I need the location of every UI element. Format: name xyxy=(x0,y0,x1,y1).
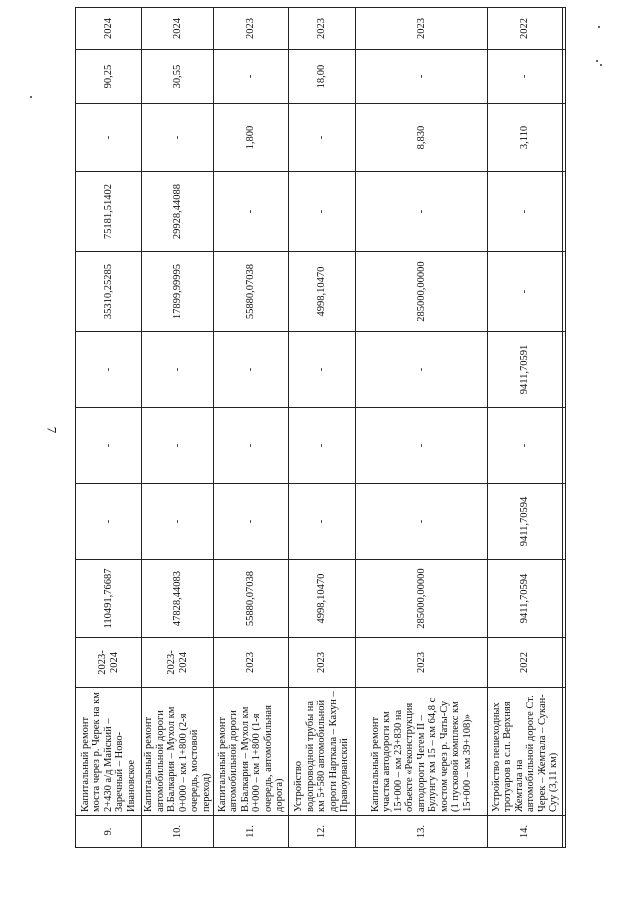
cell-c7: - xyxy=(214,50,289,104)
scan-speck xyxy=(600,64,602,66)
cell-c1: - xyxy=(289,484,356,560)
cell-total: 4998,10470 xyxy=(289,560,356,638)
cell-c7: - xyxy=(356,50,488,104)
cell-c6: 8,830 xyxy=(356,104,488,172)
cell-c3: - xyxy=(76,332,142,408)
cell-total: 110491,76687 xyxy=(76,560,142,638)
cell-c7: - xyxy=(488,50,563,104)
cell-c6: - xyxy=(142,104,214,172)
cell-c5: 75181,51402 xyxy=(76,172,142,252)
cell-years: 2023 xyxy=(356,638,488,688)
table-row xyxy=(563,8,566,848)
cell-c6: - xyxy=(289,104,356,172)
cell-c8: 2023 xyxy=(289,8,356,50)
cell-years: 2023-2024 xyxy=(142,638,214,688)
page-number: 7 xyxy=(44,426,60,434)
cell-c6 xyxy=(563,104,566,172)
cell-c3: - xyxy=(356,332,488,408)
cell-c4: 17899,99995 xyxy=(142,252,214,332)
cell-c2: - xyxy=(142,408,214,484)
cell-c8: 2023 xyxy=(214,8,289,50)
cell-c1 xyxy=(563,484,566,560)
scan-speck xyxy=(598,26,600,28)
cell-c4: - xyxy=(488,252,563,332)
cell-total: 55880,07038 xyxy=(214,560,289,638)
cell-name: Капитальный ремонт моста через р. Черек на км 2+430 а/д Майский – Заречный – Ново-Ивановское xyxy=(76,688,142,816)
cell-c4: 4998,10470 xyxy=(289,252,356,332)
cell-c5: 29928,44088 xyxy=(142,172,214,252)
cell-no xyxy=(563,816,566,848)
cell-c2 xyxy=(563,408,566,484)
cell-c5 xyxy=(563,172,566,252)
cell-no: 11. xyxy=(214,816,289,848)
table-row xyxy=(356,8,488,848)
cell-c7: 18,00 xyxy=(289,50,356,104)
cell-years: 2023-2024 xyxy=(76,638,142,688)
cell-c8: 2024 xyxy=(142,8,214,50)
cell-c6: - xyxy=(76,104,142,172)
cell-years xyxy=(563,638,566,688)
cell-c4: 35310,25285 xyxy=(76,252,142,332)
cell-name: Капитальный ремонт автомобильной дороги В.Балкария – Мухол км 0+000 – км 1+800 (2-я очередь, мостовой переход) xyxy=(142,688,214,816)
cell-c3: - xyxy=(142,332,214,408)
table-row xyxy=(289,8,356,848)
cell-years: 2022 xyxy=(488,638,563,688)
cell-c1: - xyxy=(76,484,142,560)
cell-c3: - xyxy=(289,332,356,408)
cell-name xyxy=(563,688,566,816)
cell-no: 10. xyxy=(142,816,214,848)
cell-c3: 9411,70591 xyxy=(488,332,563,408)
cell-c2: - xyxy=(289,408,356,484)
cell-c3: - xyxy=(214,332,289,408)
scan-speck xyxy=(596,60,598,62)
cell-no: 14. xyxy=(488,816,563,848)
cell-c2: - xyxy=(76,408,142,484)
cell-name: Капитальный ремонт участка автодороги км 15+000 – км 23+830 на объекте «Реконструкция автодороги Чегем II – Булунгу км 15 – км 64,8 с мостом через р. Чаты-Су (1 пусковой комплекс км 15+000 – км 39+108)» xyxy=(356,688,488,816)
cell-c5: - xyxy=(214,172,289,252)
cell-c1: 9411,70594 xyxy=(488,484,563,560)
cell-no: 13. xyxy=(356,816,488,848)
cell-c5: - xyxy=(289,172,356,252)
cell-c8 xyxy=(563,8,566,50)
cell-no: 9. xyxy=(76,816,142,848)
cell-c4: 285000,00000 xyxy=(356,252,488,332)
cell-c6: 1,800 xyxy=(214,104,289,172)
cell-c8: 2024 xyxy=(76,8,142,50)
cell-name: Устройство водопроводной трубы на км 5+580 автомобильной дороги Нарткала – Кахун – Правоурванский xyxy=(289,688,356,816)
cell-c4 xyxy=(563,252,566,332)
cell-c1: - xyxy=(142,484,214,560)
scan-speck xyxy=(30,96,32,98)
cell-c8: 2022 xyxy=(488,8,563,50)
cell-total: 47828,44083 xyxy=(142,560,214,638)
cell-c2: - xyxy=(356,408,488,484)
table-row xyxy=(214,8,289,848)
cell-c6: 3,110 xyxy=(488,104,563,172)
cell-years: 2023 xyxy=(214,638,289,688)
cell-c7: 90,25 xyxy=(76,50,142,104)
cell-c4: 55880,07038 xyxy=(214,252,289,332)
cell-c7 xyxy=(563,50,566,104)
cell-years: 2023 xyxy=(289,638,356,688)
cell-name: Капитальный ремонт автомобильной дороги В.Балкария – Мухол км 0+000 – км 1+800 (1-я очередь, автомобильная дорога) xyxy=(214,688,289,816)
cell-total xyxy=(563,560,566,638)
cell-total: 285000,00000 xyxy=(356,560,488,638)
table-row xyxy=(142,8,214,848)
cell-c8: 2023 xyxy=(356,8,488,50)
table-row xyxy=(76,8,142,848)
table-body xyxy=(76,8,566,848)
cell-c7: 30,55 xyxy=(142,50,214,104)
table-row xyxy=(488,8,563,848)
cell-c3 xyxy=(563,332,566,408)
cell-no: 12. xyxy=(289,816,356,848)
cell-c5: - xyxy=(488,172,563,252)
cell-name: Устройство пешеходных тротуаров в с.п. Верхняя Жемтала на автомобильной дороге Ст. Черек – Жемтала – Сукан-Суу (3,11 км) xyxy=(488,688,563,816)
cell-c2: - xyxy=(488,408,563,484)
program-table xyxy=(75,7,566,848)
cell-c1: - xyxy=(214,484,289,560)
cell-total: 9411,70594 xyxy=(488,560,563,638)
rotated-table-container xyxy=(75,18,559,848)
cell-c5: - xyxy=(356,172,488,252)
cell-c1: - xyxy=(356,484,488,560)
cell-c2: - xyxy=(214,408,289,484)
